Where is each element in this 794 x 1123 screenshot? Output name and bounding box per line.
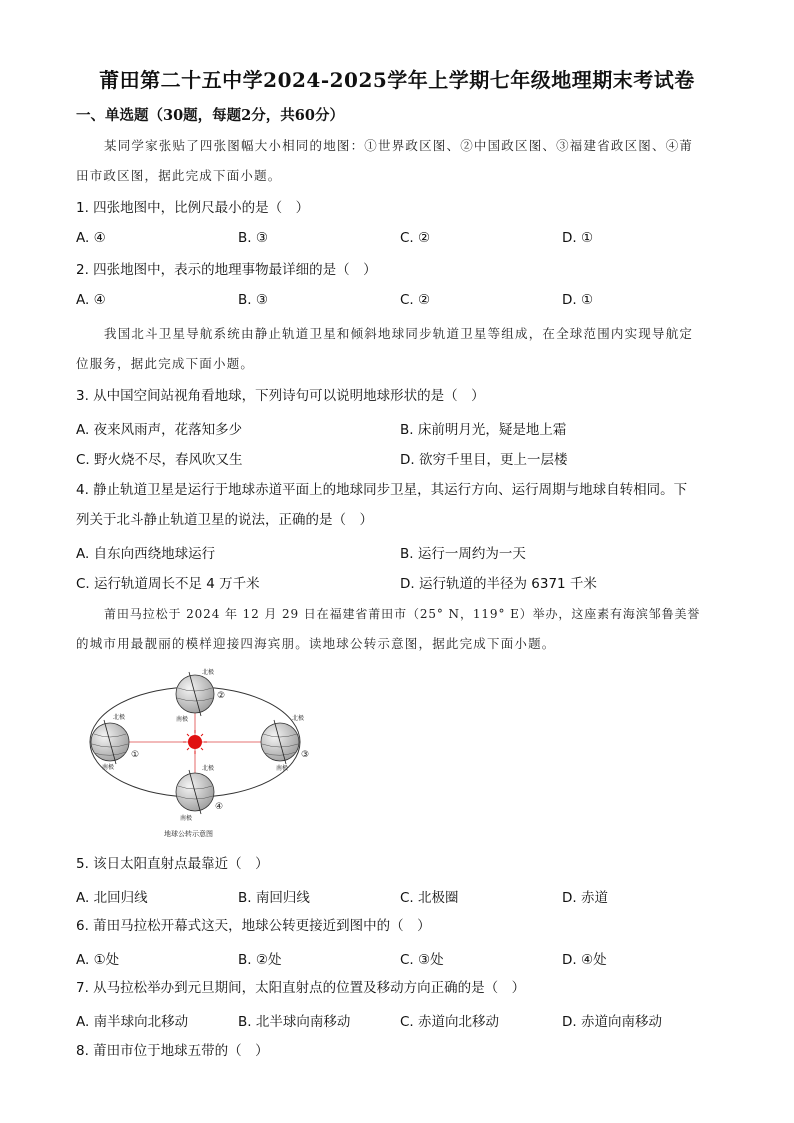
question-7-stem: 7. 从马拉松举办到元旦期间，太阳直射点的位置及移动方向正确的是（ ） <box>76 980 526 996</box>
earth-revolution-figure <box>80 664 320 842</box>
question-1-option-d[interactable]: D. ① <box>562 230 594 246</box>
label-north-3: 北极 <box>292 715 305 722</box>
marker-3: ③ <box>301 750 310 760</box>
label-north-4: 北极 <box>202 765 215 772</box>
question-3-option-c[interactable]: C. 野火烧不尽，春风吹又生 <box>76 452 243 468</box>
earth-revolution-diagram <box>80 664 320 842</box>
intro-2-line-2: 位服务，据此完成下面小题。 <box>76 356 255 371</box>
question-2-option-c[interactable]: C. ② <box>400 292 431 308</box>
question-6-option-d[interactable]: D. ④处 <box>562 952 607 968</box>
question-6-option-a[interactable]: A. ①处 <box>76 952 120 968</box>
intro-1-line-1: 某同学家张贴了四张图幅大小相同的地图：①世界政区图、②中国政区图、③福建省政区图、④莆 <box>104 138 694 153</box>
question-3-option-d[interactable]: D. 欲穷千里目，更上一层楼 <box>400 452 568 468</box>
intro-2-line-1: 我国北斗卫星导航系统由静止轨道卫星和倾斜地球同步轨道卫星等组成，在全球范围内实现导航定 <box>104 326 694 341</box>
question-1-option-b[interactable]: B. ③ <box>238 230 268 246</box>
earth-position-1 <box>91 720 129 764</box>
question-1-stem: 1. 四张地图中，比例尺最小的是（ ） <box>76 200 310 216</box>
intro-3-line-1: 莆田马拉松于 2024 年 12 月 29 日在福建省莆田市（25° N，119° E）举办，这座素有海滨邹鲁美誉 <box>104 607 701 621</box>
question-6-option-b[interactable]: B. ②处 <box>238 952 282 968</box>
label-south-4: 南极 <box>180 815 193 822</box>
question-5-option-b[interactable]: B. 南回归线 <box>238 890 310 906</box>
question-5-option-d[interactable]: D. 赤道 <box>562 890 608 906</box>
question-8-stem: 8. 莆田市位于地球五带的（ ） <box>76 1043 269 1059</box>
question-3-stem: 3. 从中国空间站视角看地球，下列诗句可以说明地球形状的是（ ） <box>76 388 485 404</box>
question-2-option-a[interactable]: A. ④ <box>76 292 106 308</box>
question-6-stem: 6. 莆田马拉松开幕式这天，地球公转更接近到图中的（ ） <box>76 918 431 934</box>
label-north-1: 北极 <box>113 714 126 721</box>
earth-position-2 <box>176 672 214 716</box>
question-7-option-c[interactable]: C. 赤道向北移动 <box>400 1014 500 1030</box>
marker-1: ① <box>131 750 140 760</box>
question-7-option-d[interactable]: D. 赤道向南移动 <box>562 1014 662 1030</box>
label-north-2: 北极 <box>202 669 215 676</box>
question-2-option-d[interactable]: D. ① <box>562 292 594 308</box>
earth-position-4 <box>176 770 214 814</box>
question-1-option-c[interactable]: C. ② <box>400 230 431 246</box>
intro-3-line-2: 的城市用最靓丽的模样迎接四海宾朋。读地球公转示意图，据此完成下面小题。 <box>76 636 556 651</box>
label-south-2: 南极 <box>176 716 189 723</box>
question-4-option-d[interactable]: D. 运行轨道的半径为 6371 千米 <box>400 576 597 592</box>
question-4-stem-line-2: 列关于北斗静止轨道卫星的说法，正确的是（ ） <box>76 512 373 528</box>
question-3-option-b[interactable]: B. 床前明月光，疑是地上霜 <box>400 422 567 438</box>
intro-1-line-2: 田市政区图，据此完成下面小题。 <box>76 168 282 183</box>
question-4-option-b[interactable]: B. 运行一周约为一天 <box>400 546 526 562</box>
question-7-option-a[interactable]: A. 南半球向北移动 <box>76 1014 189 1030</box>
question-3-option-a[interactable]: A. 夜来风雨声，花落知多少 <box>76 422 243 438</box>
section-heading: 一、单选题（30题，每题2分，共60分） <box>76 107 344 124</box>
question-5-option-a[interactable]: A. 北回归线 <box>76 890 148 906</box>
exam-title: 莆田第二十五中学2024-2025学年上学期七年级地理期末考试卷 <box>99 68 695 92</box>
label-south-1: 南极 <box>102 764 115 771</box>
marker-4: ④ <box>215 802 224 812</box>
question-7-option-b[interactable]: B. 北半球向南移动 <box>238 1014 351 1030</box>
figure-caption: 地球公转示意图 <box>164 830 213 838</box>
question-1-option-a[interactable]: A. ④ <box>76 230 106 246</box>
question-2-stem: 2. 四张地图中，表示的地理事物最详细的是（ ） <box>76 262 377 278</box>
earth-position-3 <box>261 720 299 764</box>
question-4-option-c[interactable]: C. 运行轨道周长不足 4 万千米 <box>76 576 260 592</box>
question-5-stem: 5. 该日太阳直射点最靠近（ ） <box>76 856 269 872</box>
label-south-3: 南极 <box>276 765 289 772</box>
marker-2: ② <box>217 691 226 701</box>
question-6-option-c[interactable]: C. ③处 <box>400 952 444 968</box>
question-5-option-c[interactable]: C. 北极圈 <box>400 890 459 906</box>
question-4-option-a[interactable]: A. 自东向西绕地球运行 <box>76 546 216 562</box>
question-4-stem-line-1: 4. 静止轨道卫星是运行于地球赤道平面上的地球同步卫星，其运行方向、运行周期与地球自转相同。下 <box>76 482 688 498</box>
question-2-option-b[interactable]: B. ③ <box>238 292 268 308</box>
